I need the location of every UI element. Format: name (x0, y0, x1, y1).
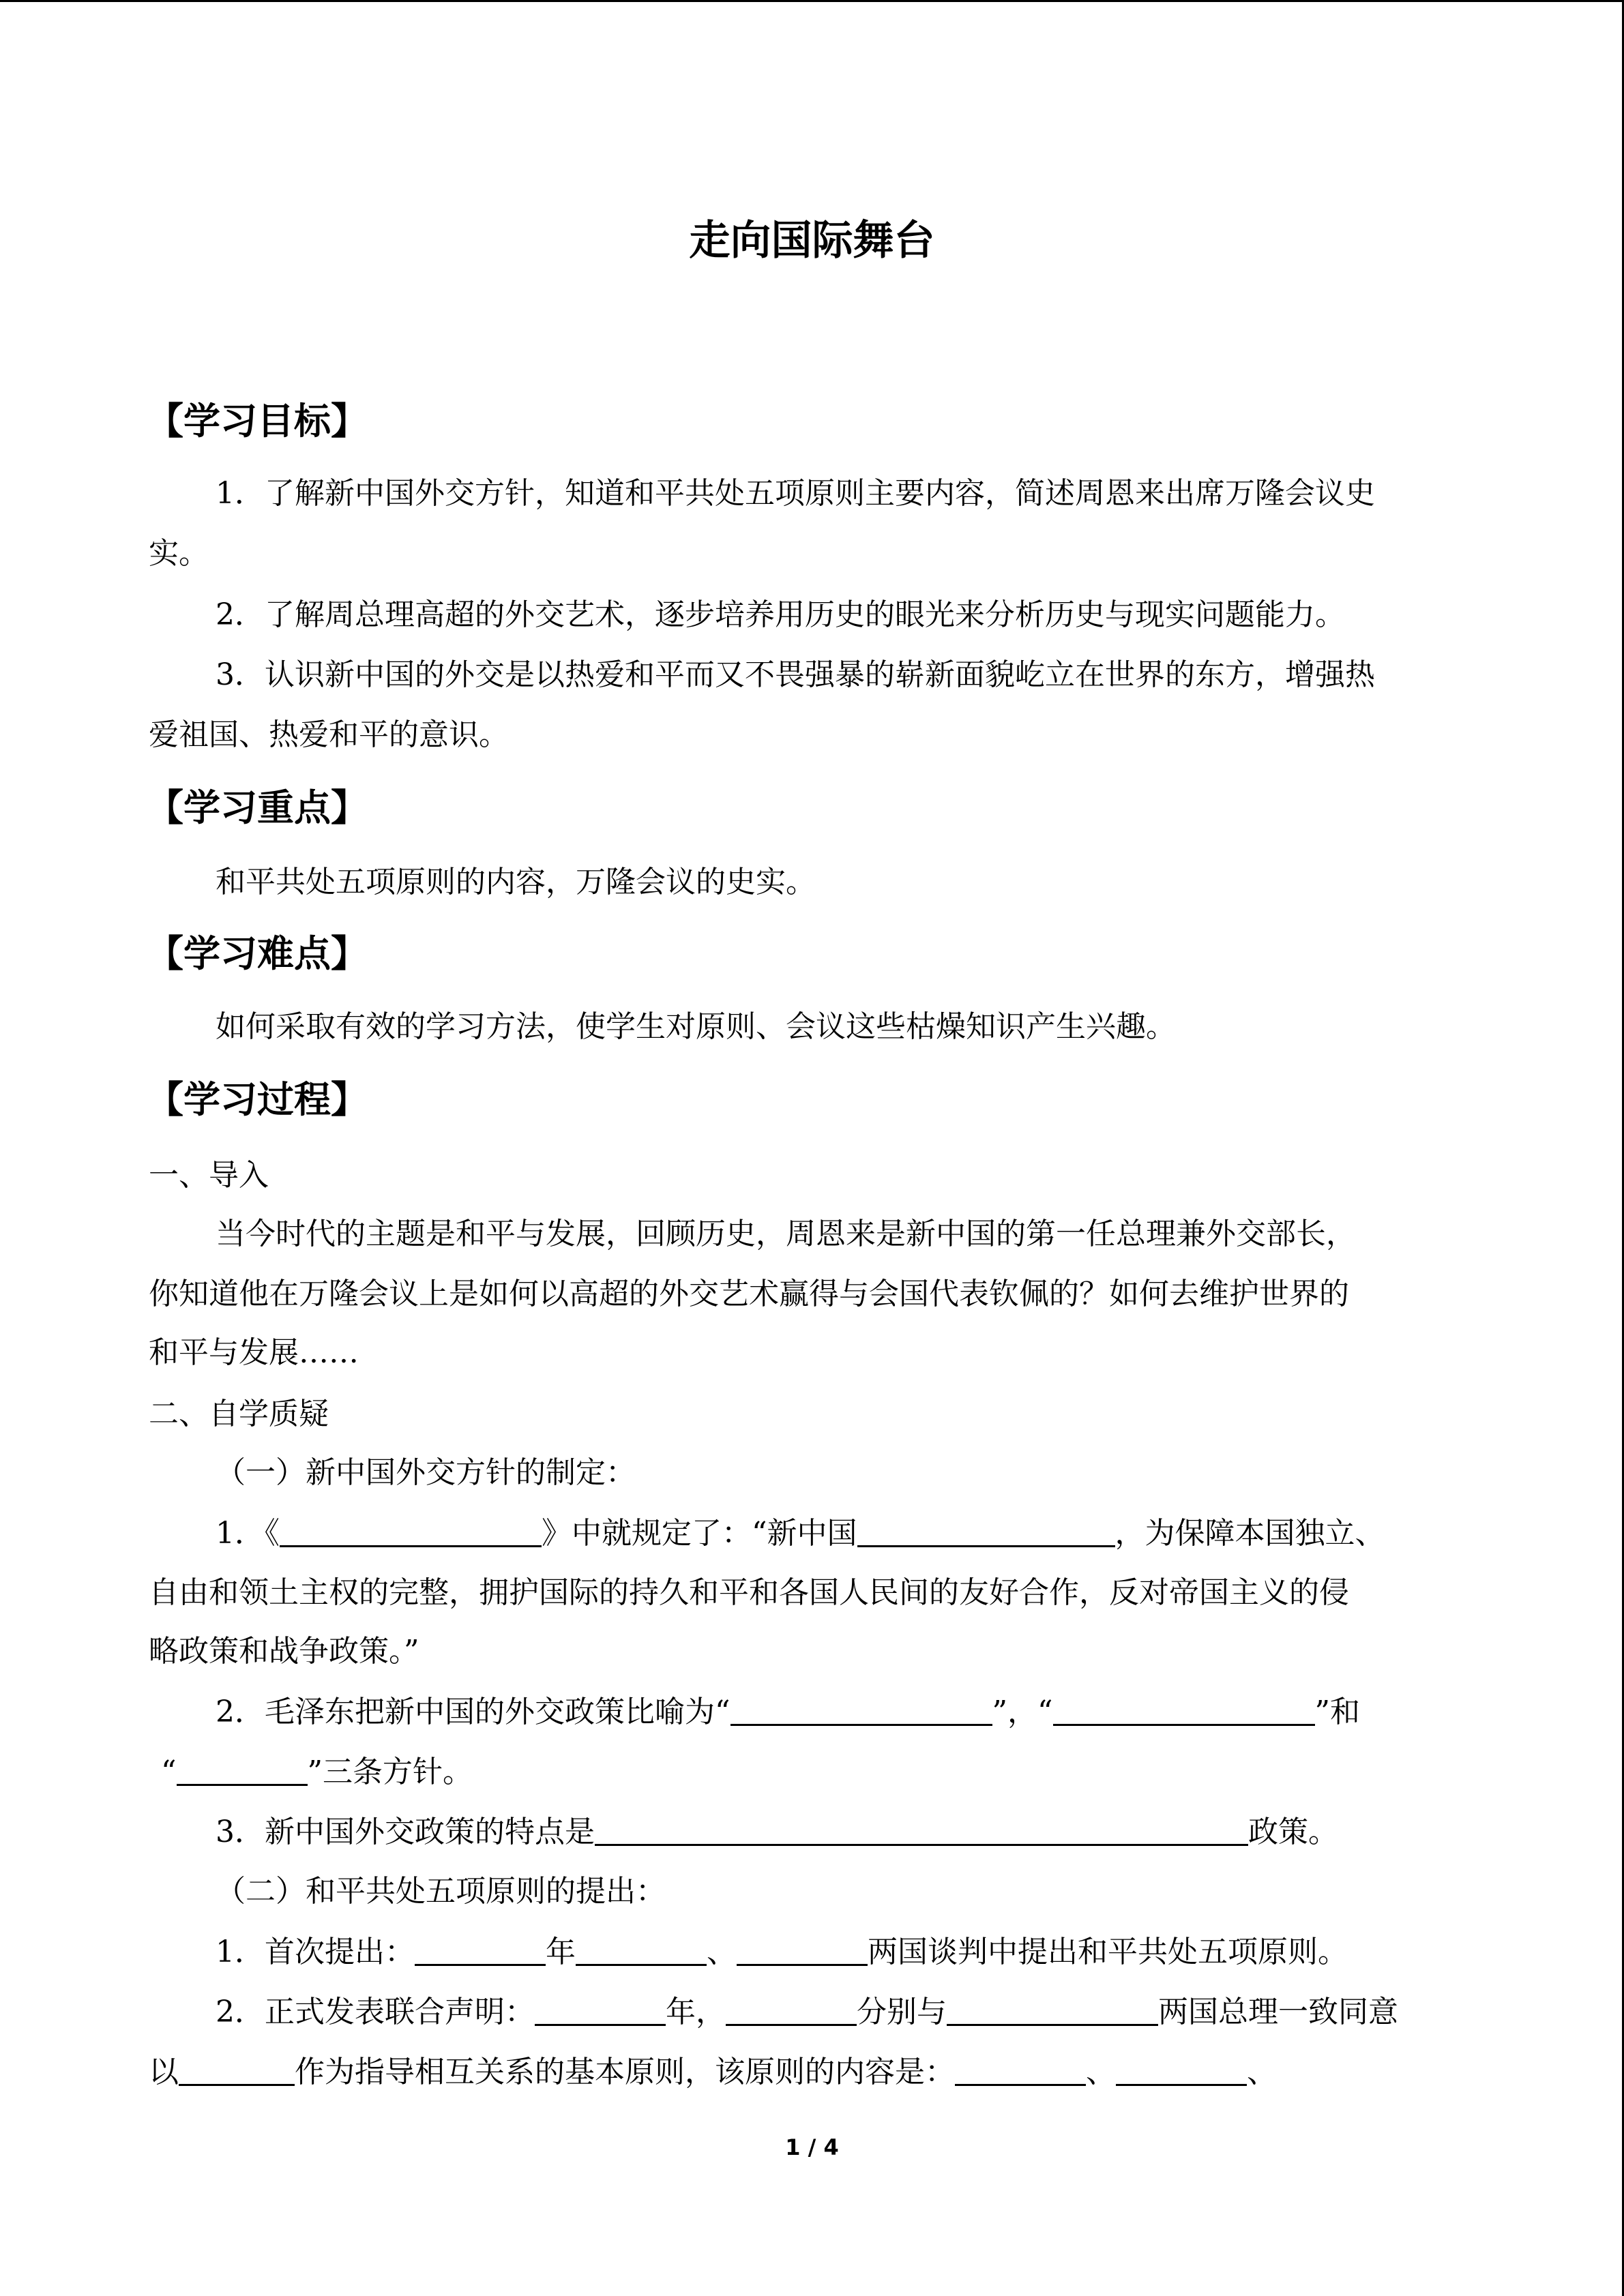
p2-text-a: 2．正式发表联合声明： (216, 1995, 535, 2029)
q2-text-c: ”和 (1314, 1695, 1360, 1729)
p2-blank-year[interactable] (535, 1997, 666, 2026)
question-1-line-2: 自由和领土主权的完整，拥护国际的持久和平和各国人民间的友好合作，反对帝国主义的侵 (149, 1575, 1349, 1610)
heading-objectives: 【学习目标】 (147, 400, 368, 443)
p2-text-c: 分别与 (857, 1995, 947, 2029)
objective-2: 2．了解周总理高超的外交艺术，逐步培养用历史的眼光来分析历史与现实问题能力。 (216, 597, 1345, 632)
section-intro-title: 一、导入 (149, 1158, 269, 1193)
q1-text-b: 》中就规定了：“新中国 (542, 1516, 857, 1551)
q2-text-a: 2．毛泽东把新中国的外交政策比喻为“ (216, 1695, 730, 1729)
p1-text-b: 年 (546, 1935, 576, 1969)
objective-3-line-2: 爱祖国、热爱和平的意识。 (149, 717, 509, 752)
question-3 (216, 1817, 1338, 1847)
q2-line2-text-b: ”三条方针。 (307, 1755, 473, 1789)
q1-text-c: ，为保障本国独立、 (1114, 1516, 1385, 1551)
question-2-line-1 (216, 1697, 1360, 1727)
p2-text-d: 两国总理一致同意 (1158, 1995, 1398, 2029)
heading-key-points: 【学习重点】 (147, 786, 368, 829)
question-1-line-1 (216, 1518, 1385, 1549)
q2-text-b: ”，“ (992, 1695, 1053, 1729)
q2-blank-2[interactable] (1053, 1697, 1315, 1726)
q3-blank[interactable] (595, 1817, 1248, 1846)
intro-line-1: 当今时代的主题是和平与发展，回顾历史，周恩来是新中国的第一任总理兼外交部长， (216, 1217, 1356, 1251)
question-2-line-2 (161, 1757, 473, 1787)
p1-text-a: 1．首次提出： (216, 1935, 415, 1969)
intro-line-3: 和平与发展…… (149, 1335, 359, 1370)
subsection-2-title: （二）和平共处五项原则的提出： (216, 1874, 666, 1909)
principle-2-line-2 (149, 2057, 1277, 2087)
page-number: 1 / 4 (785, 2134, 839, 2160)
p2-line2-text-d: 、 (1247, 2055, 1277, 2089)
page-title: 走向国际舞台 (689, 217, 935, 265)
difficulties-text: 如何采取有效的学习方法，使学生对原则、会议这些枯燥知识产生兴趣。 (216, 1009, 1176, 1044)
q1-blank-document[interactable] (280, 1518, 542, 1547)
q1-blank-policy[interactable] (857, 1518, 1115, 1547)
principle-1 (216, 1937, 1348, 1967)
q2-blank-3[interactable] (177, 1757, 308, 1786)
p2-blank-countries[interactable] (947, 1997, 1158, 2026)
heading-difficulties: 【学习难点】 (147, 932, 368, 975)
p1-blank-country-2[interactable] (737, 1937, 868, 1966)
q1-text-a: 1．《 (216, 1516, 280, 1551)
q3-text-a: 3．新中国外交政策的特点是 (216, 1815, 595, 1849)
intro-line-2: 你知道他在万隆会议上是如何以高超的外交艺术赢得与会国代表钦佩的？如何去维护世界的 (149, 1277, 1349, 1311)
p1-text-d: 两国谈判中提出和平共处五项原则。 (868, 1935, 1348, 1969)
subsection-1-title: （一）新中国外交方针的制定： (216, 1455, 636, 1490)
q2-blank-1[interactable] (730, 1697, 992, 1726)
principle-2-line-1 (216, 1997, 1398, 2027)
p2-text-b: 年， (666, 1995, 726, 2029)
section-selfstudy-title: 二、自学质疑 (149, 1397, 329, 1431)
question-1-line-3: 略政策和战争政策。” (149, 1634, 419, 1669)
p2-blank-principle[interactable] (179, 2057, 295, 2086)
p2-blank-content-2[interactable] (1116, 2057, 1247, 2086)
p1-text-c: 、 (707, 1935, 737, 1969)
p2-blank-country[interactable] (726, 1997, 857, 2026)
p1-blank-year[interactable] (415, 1937, 546, 1966)
objective-3-line-1: 3．认识新中国的外交是以热爱和平而又不畏强暴的崭新面貌屹立在世界的东方，增强热 (216, 657, 1375, 692)
q2-line2-text-a: “ (161, 1755, 177, 1789)
p2-line2-text-b: 作为指导相互关系的基本原则，该原则的内容是： (295, 2055, 955, 2089)
p2-blank-content-1[interactable] (955, 2057, 1086, 2086)
key-points-text: 和平共处五项原则的内容，万隆会议的史实。 (216, 865, 816, 899)
page-border-top (0, 0, 1624, 2)
p2-line2-text-c: 、 (1086, 2055, 1116, 2089)
heading-process: 【学习过程】 (147, 1078, 368, 1121)
p1-blank-country-1[interactable] (576, 1937, 707, 1966)
objective-1-line-2: 实。 (149, 536, 209, 571)
q3-text-b: 政策。 (1248, 1815, 1338, 1849)
p2-line2-text-a: 以 (149, 2055, 179, 2089)
objective-1-line-1: 1．了解新中国外交方针，知道和平共处五项原则主要内容，简述周恩来出席万隆会议史 (216, 476, 1375, 511)
